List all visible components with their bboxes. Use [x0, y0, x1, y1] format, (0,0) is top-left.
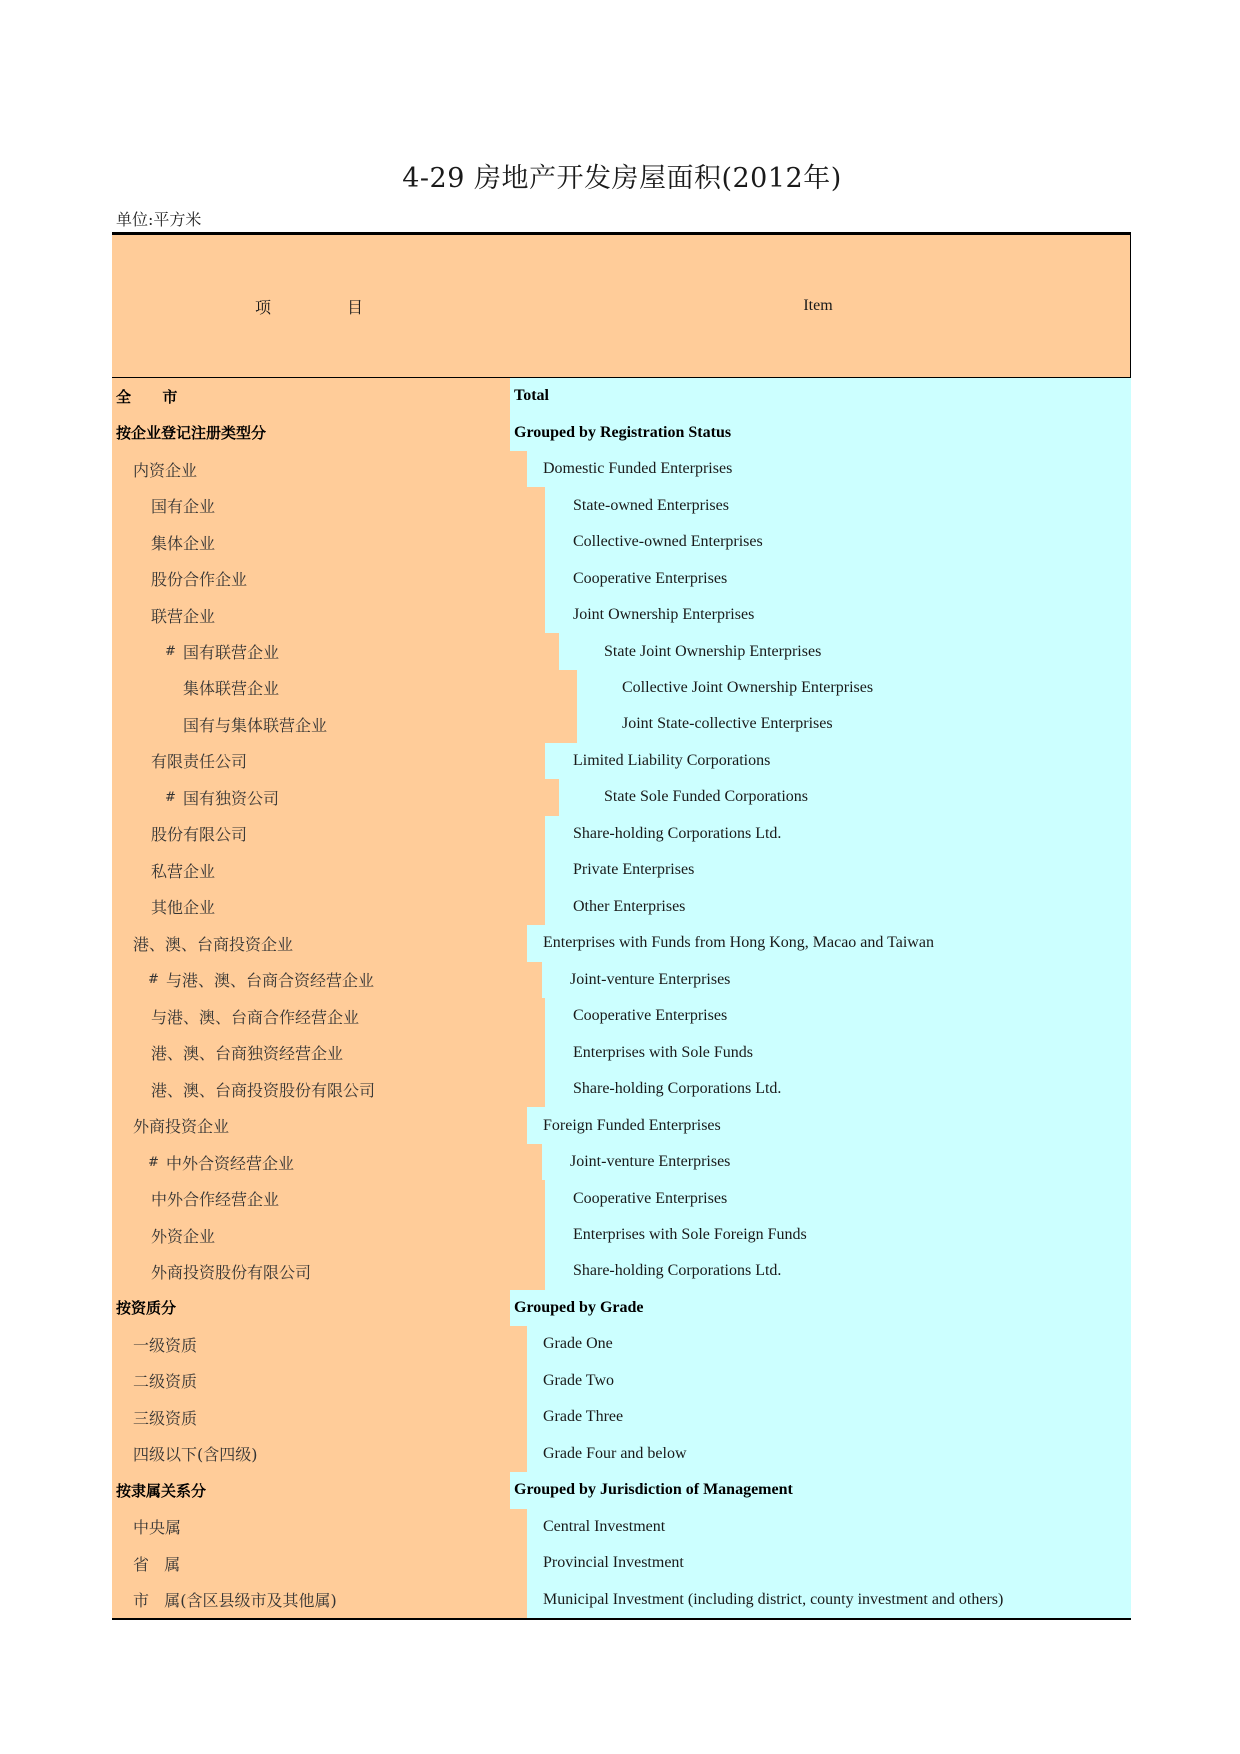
table-row — [112, 889, 1131, 925]
row-label-chinese — [112, 597, 545, 633]
table-section-row — [112, 1472, 1131, 1508]
row-label-chinese-text: 集体企业 — [151, 533, 216, 553]
table-row — [112, 1107, 1131, 1143]
row-label-chinese-text: 四级以下(含四级) — [133, 1445, 258, 1465]
row-label-chinese-text: 中外合资经营企业 — [166, 1153, 295, 1173]
table-row — [112, 925, 1131, 961]
row-label-chinese-text: 二级资质 — [133, 1372, 198, 1392]
row-label-english: Grade Three — [527, 1399, 1131, 1435]
table-row — [112, 743, 1131, 779]
row-label-chinese-text: 私营企业 — [151, 861, 216, 881]
row-label-chinese-text: 内资企业 — [133, 460, 198, 480]
row-label-english: Joint Ownership Enterprises — [545, 597, 1131, 633]
row-label-english: Share-holding Corporations Ltd. — [545, 1071, 1131, 1107]
table-row — [112, 670, 1131, 706]
row-label-chinese-text: 按资质分 — [116, 1299, 177, 1318]
row-label-english: Joint State-collective Enterprises — [577, 706, 1131, 742]
table-row — [112, 524, 1131, 560]
row-label-english: Enterprises with Funds from Hong Kong, Macao and Taiwan — [527, 925, 1131, 961]
row-label-english: Enterprises with Sole Foreign Funds — [545, 1217, 1131, 1253]
header-cn-left: 项 — [254, 297, 271, 317]
row-label-chinese — [112, 1290, 510, 1326]
row-label-chinese — [112, 998, 545, 1034]
table-row — [112, 1034, 1131, 1070]
row-label-english: State-owned Enterprises — [545, 487, 1131, 523]
row-label-english: Joint-venture Enterprises — [542, 1144, 1131, 1180]
row-label-chinese — [112, 1436, 527, 1472]
row-label-english: Limited Liability Corporations — [545, 743, 1131, 779]
row-label-chinese — [112, 962, 542, 998]
table-row — [112, 779, 1131, 815]
row-label-chinese-text: 中外合作经营企业 — [151, 1190, 280, 1210]
table-row — [112, 1326, 1131, 1362]
row-label-english: Joint-venture Enterprises — [542, 962, 1131, 998]
row-label-chinese-text: 一级资质 — [133, 1335, 198, 1355]
table-header — [112, 232, 1131, 378]
row-label-english: Share-holding Corporations Ltd. — [545, 816, 1131, 852]
table-row — [112, 633, 1131, 669]
row-label-chinese — [112, 378, 510, 414]
table-section-row — [112, 378, 1131, 414]
row-label-chinese-text: 有限责任公司 — [151, 752, 248, 772]
row-label-chinese-text: 国有联营企业 — [183, 643, 280, 663]
table-row — [112, 1436, 1131, 1472]
row-label-chinese-text: 按隶属关系分 — [116, 1481, 207, 1500]
row-label-chinese-text: 市 属(含区县级市及其他属) — [133, 1591, 337, 1611]
row-label-chinese — [112, 889, 545, 925]
row-label-chinese — [112, 414, 510, 450]
data-table — [112, 232, 1131, 1620]
table-row — [112, 1581, 1131, 1617]
row-label-chinese — [112, 1581, 527, 1617]
row-label-chinese — [112, 1217, 545, 1253]
row-label-chinese-text: 集体联营企业 — [183, 679, 280, 699]
table-section-row — [112, 414, 1131, 450]
row-label-english: Private Enterprises — [545, 852, 1131, 888]
row-label-english: State Sole Funded Corporations — [559, 779, 1131, 815]
table-row — [112, 962, 1131, 998]
row-label-english: State Joint Ownership Enterprises — [559, 633, 1131, 669]
row-label-english: Central Investment — [527, 1509, 1131, 1545]
row-label-chinese-text: 与港、澳、台商合作经营企业 — [151, 1007, 360, 1027]
table-row — [112, 852, 1131, 888]
row-label-chinese — [112, 1472, 510, 1508]
table-section-row — [112, 1290, 1131, 1326]
row-label-english: Cooperative Enterprises — [545, 998, 1131, 1034]
header-cn-right: 目 — [347, 297, 364, 317]
row-label-english: Grouped by Grade — [510, 1290, 1131, 1326]
row-label-chinese-text: 外商投资企业 — [133, 1117, 230, 1137]
row-label-chinese — [112, 1545, 527, 1581]
row-label-chinese — [112, 706, 577, 742]
row-label-chinese — [112, 925, 527, 961]
table-row — [112, 1545, 1131, 1581]
table-row — [112, 1180, 1131, 1216]
hash-marker: # — [165, 789, 176, 805]
row-label-english: Collective Joint Ownership Enterprises — [577, 670, 1131, 706]
row-label-chinese — [112, 1107, 527, 1143]
row-label-chinese-text: 股份合作企业 — [151, 570, 248, 590]
row-label-english: Grade One — [527, 1326, 1131, 1362]
row-label-chinese-text: 国有与集体联营企业 — [183, 715, 328, 735]
row-label-chinese-text: 全 市 — [116, 387, 178, 406]
row-label-chinese — [112, 1326, 527, 1362]
row-label-english: Share-holding Corporations Ltd. — [545, 1253, 1131, 1289]
row-label-chinese — [112, 487, 545, 523]
row-label-english: Other Enterprises — [545, 889, 1131, 925]
row-label-english: Grade Two — [527, 1363, 1131, 1399]
table-body — [112, 378, 1131, 1620]
row-label-chinese-text: 省 属 — [133, 1554, 181, 1574]
row-label-english: Domestic Funded Enterprises — [527, 451, 1131, 487]
hash-marker: # — [148, 972, 159, 988]
table-row — [112, 1071, 1131, 1107]
table-row — [112, 816, 1131, 852]
row-label-chinese — [112, 852, 545, 888]
row-label-english: Municipal Investment (including district, county investment and others) — [527, 1581, 1131, 1617]
row-label-chinese-text: 外商投资股份有限公司 — [151, 1262, 312, 1282]
row-label-chinese-text: 联营企业 — [151, 606, 216, 626]
row-label-chinese-text: 股份有限公司 — [151, 825, 248, 845]
row-label-chinese — [112, 670, 577, 706]
row-label-chinese — [112, 1399, 527, 1435]
table-row — [112, 998, 1131, 1034]
row-label-chinese — [112, 816, 545, 852]
table-row — [112, 706, 1131, 742]
row-label-chinese-text: 其他企业 — [151, 898, 216, 918]
header-english: Item — [803, 297, 833, 314]
unit-label: 单位:平方米 — [116, 210, 202, 229]
row-label-chinese — [112, 1034, 545, 1070]
page-title: 4-29 房地产开发房屋面积(2012年) — [402, 163, 842, 194]
row-label-chinese — [112, 743, 545, 779]
table-row — [112, 1399, 1131, 1435]
table-row — [112, 1509, 1131, 1545]
row-label-chinese-text: 国有独资公司 — [183, 788, 280, 808]
row-label-chinese — [112, 1363, 527, 1399]
table-row — [112, 487, 1131, 523]
row-label-chinese — [112, 633, 559, 669]
row-label-chinese-text: 国有企业 — [151, 497, 216, 517]
table-row — [112, 1363, 1131, 1399]
row-label-chinese-text: 外资企业 — [151, 1226, 216, 1246]
row-label-english: Total — [510, 378, 1131, 414]
row-label-english: Grouped by Jurisdiction of Management — [510, 1472, 1131, 1508]
row-label-chinese — [112, 1253, 545, 1289]
row-label-english: Enterprises with Sole Funds — [545, 1034, 1131, 1070]
row-label-english: Grouped by Registration Status — [510, 414, 1131, 450]
hash-marker: # — [165, 644, 176, 660]
row-label-chinese — [112, 451, 527, 487]
row-label-english: Collective-owned Enterprises — [545, 524, 1131, 560]
row-label-chinese — [112, 524, 545, 560]
table-row — [112, 1144, 1131, 1180]
row-label-chinese — [112, 1071, 545, 1107]
row-label-chinese — [112, 1509, 527, 1545]
row-label-english: Cooperative Enterprises — [545, 560, 1131, 596]
row-label-chinese — [112, 1180, 545, 1216]
row-label-english: Foreign Funded Enterprises — [527, 1107, 1131, 1143]
row-label-chinese-text: 按企业登记注册类型分 — [116, 424, 267, 443]
row-label-chinese-text: 中央属 — [133, 1518, 182, 1538]
row-label-chinese-text: 港、澳、台商独资经营企业 — [151, 1044, 344, 1064]
table-row — [112, 451, 1131, 487]
hash-marker: # — [148, 1154, 159, 1170]
table-row — [112, 597, 1131, 633]
table-row — [112, 1217, 1131, 1253]
row-label-english: Provincial Investment — [527, 1545, 1131, 1581]
table-row — [112, 560, 1131, 596]
header-chinese — [112, 235, 506, 377]
row-label-chinese-text: 与港、澳、台商合资经营企业 — [166, 971, 375, 991]
row-label-english: Grade Four and below — [527, 1436, 1131, 1472]
row-label-chinese-text: 港、澳、台商投资股份有限公司 — [151, 1080, 376, 1100]
row-label-chinese-text: 港、澳、台商投资企业 — [133, 934, 294, 954]
row-label-chinese — [112, 1144, 542, 1180]
row-label-chinese — [112, 779, 559, 815]
row-label-chinese — [112, 560, 545, 596]
row-label-chinese-text: 三级资质 — [133, 1408, 198, 1428]
table-row — [112, 1253, 1131, 1289]
row-label-english: Cooperative Enterprises — [545, 1180, 1131, 1216]
